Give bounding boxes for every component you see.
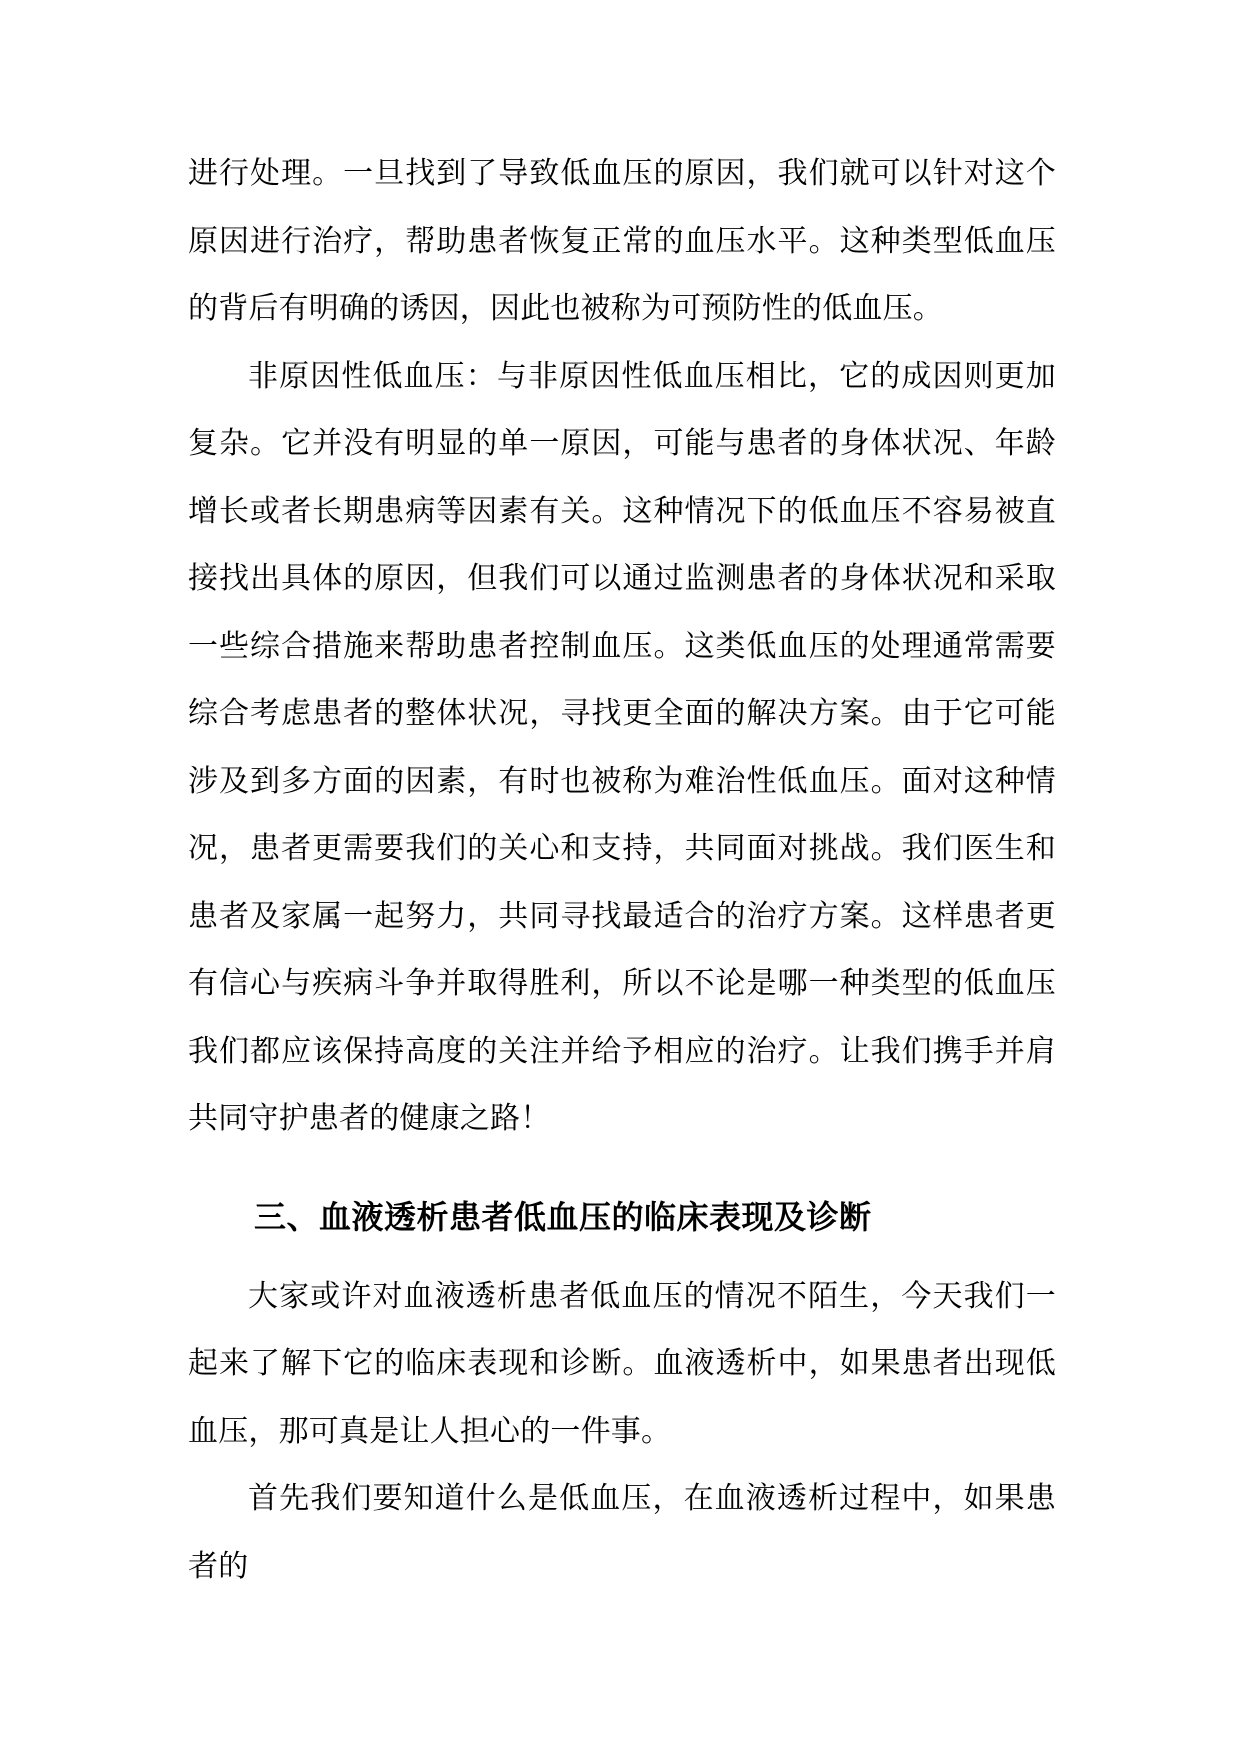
paragraph-definition-start: 首先我们要知道什么是低血压，在血液透析过程中，如果患者的: [188, 1481, 1056, 1584]
section-heading: 三、血液透析患者低血压的临床表现及诊断: [254, 1197, 872, 1236]
document-body: [188, 140, 1056, 1600]
paragraph-clinical-intro: 大家或许对血液透析患者低血压的情况不陌生，今天我们一起来了解下它的临床表现和诊断。血液透析中，如果患者出现低血压，那可真是让人担心的一件事。: [188, 1278, 1056, 1449]
paragraph-treatment-continuation: 进行处理。一旦找到了导致低血压的原因，我们就可以针对这个原因进行治疗，帮助患者恢复正常的血压水平。这种类型低血压的背后有明确的诱因，因此也被称为可预防性的低血压。: [188, 156, 1056, 326]
paragraph-non-causal-hypotension: 非原因性低血压：与非原因性低血压相比，它的成因则更加复杂。它并没有明显的单一原因，可能与患者的身体状况、年龄增长或者长期患病等因素有关。这种情况下的低血压不容易被直接找出具体的原因，但我们可以通过监测患者的身体状况和采取一些综合措施来帮助患者控制血压。这类低血压的处理通常需要综合考虑患者的整体状况，寻找更全面的解决方案。由于它可能涉及到多方面的因素，有时也被称为难治性低血压。面对这种情况，患者更需要我们的关心和支持，共同面对挑战。我们医生和患者及家属一起努力，共同寻找最适合的治疗方案。这样患者更有信心与疾病斗争并取得胜利，所以不论是哪一种类型的低血压我们都应该保持高度的关注并给予相应的治疗。让我们携手并肩共同守护患者的健康之路！: [188, 358, 1056, 1136]
